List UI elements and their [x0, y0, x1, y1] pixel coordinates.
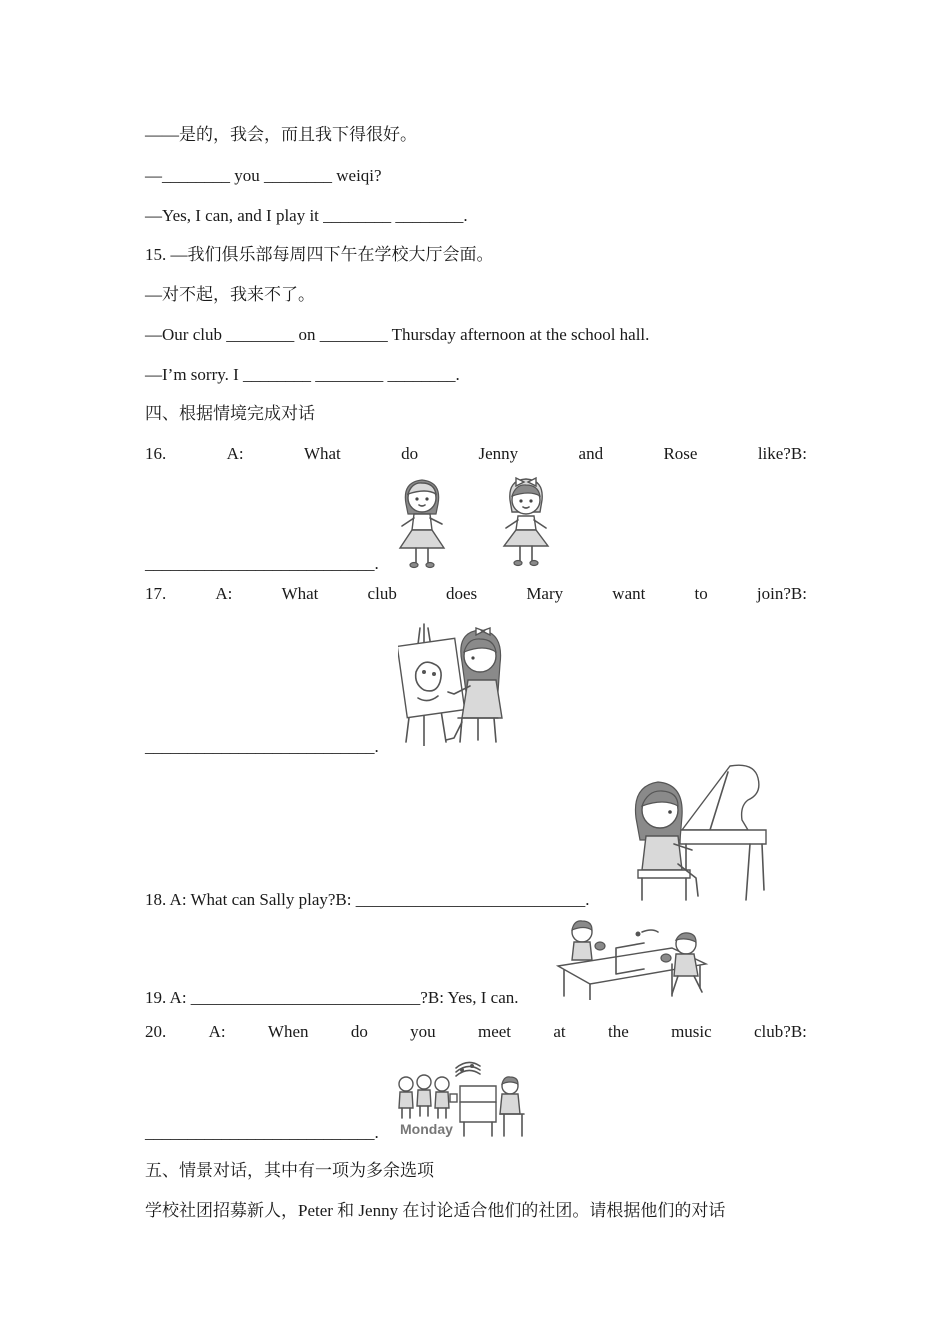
q17-word: Mary [526, 584, 564, 603]
section-5-intro: 学校社团招募新人，Peter 和 Jenny 在讨论适合他们的社团。请根据他们的对话 [145, 1201, 726, 1220]
q15-english-reply: —I’m sorry. I ________ ________ ________. [145, 365, 460, 384]
q17-word: want [612, 584, 646, 603]
q20-question [145, 1021, 807, 1043]
q20-word: club?B: [754, 1022, 807, 1041]
q16-word: Rose [663, 444, 698, 463]
monday-label: Monday [400, 1121, 453, 1137]
q16-word: Jenny [478, 444, 519, 463]
q16-question [145, 443, 807, 465]
q16-word: like?B: [757, 444, 807, 463]
q17-word: to [694, 584, 708, 603]
q17-word: A: [215, 584, 233, 603]
q18-question: 18. A: What can Sally play?B: ___________________________. [145, 890, 590, 909]
q20-word: meet [477, 1022, 512, 1041]
line-question-weiqi: —________ you ________ weiqi? [145, 166, 382, 185]
q20-word: When [267, 1022, 309, 1041]
q16-word: 16. [145, 444, 167, 463]
q17-word: What [281, 584, 319, 603]
two-girls-dancing-image [392, 474, 562, 570]
q20-answer-blank: ___________________________. [145, 1123, 379, 1142]
section-4-title: 四、根据情境完成对话 [145, 404, 315, 423]
q20-word: at [553, 1022, 566, 1041]
line-chinese-answer: ——是的，我会，而且我下得很好。 [145, 125, 417, 144]
girl-playing-piano-image [630, 760, 770, 908]
q17-answer-blank: ___________________________. [145, 737, 379, 756]
q16-word: A: [226, 444, 244, 463]
q17-question [145, 583, 807, 605]
q17-word: does [445, 584, 478, 603]
q16-word: do [401, 444, 419, 463]
q16-word: What [303, 444, 341, 463]
q19-question: 19. A: ___________________________?B: Yes, I can. [145, 988, 519, 1007]
line-answer-weiqi: —Yes, I can, and I play it ________ ________. [145, 206, 468, 225]
q17-word: 17. [145, 584, 167, 603]
q16-answer-blank: ___________________________. [145, 554, 379, 573]
girl-painting-image [398, 622, 510, 746]
q20-word: you [410, 1022, 436, 1041]
q15-chinese-reply: —对不起，我来不了。 [145, 285, 315, 304]
q17-word: club [367, 584, 397, 603]
q15-english: —Our club ________ on ________ Thursday afternoon at the school hall. [145, 325, 650, 344]
q20-word: do [350, 1022, 368, 1041]
q20-word: music [671, 1022, 712, 1041]
q16-word: and [578, 444, 604, 463]
q17-word: join?B: [756, 584, 807, 603]
q15-chinese: 15. —我们俱乐部每周四下午在学校大厅会面。 [145, 245, 494, 264]
q20-word: 20. [145, 1022, 167, 1041]
q20-word: the [607, 1022, 629, 1041]
section-5-title: 五、情景对话，其中有一项为多余选项 [145, 1161, 434, 1180]
q20-word: A: [208, 1022, 226, 1041]
music-club-image [396, 1056, 530, 1142]
table-tennis-image [554, 916, 710, 1000]
